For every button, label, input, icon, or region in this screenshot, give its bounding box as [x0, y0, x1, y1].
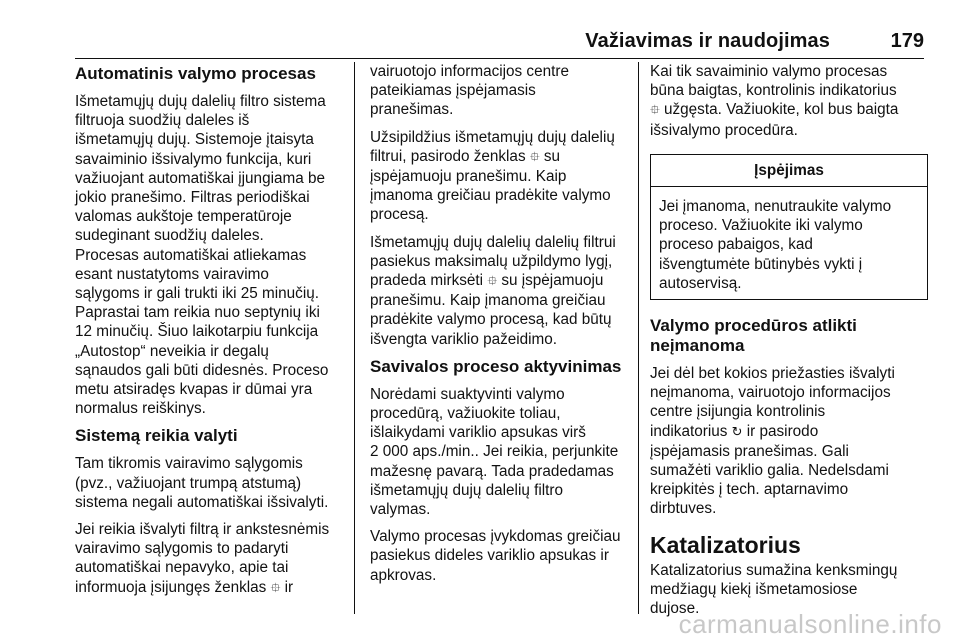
column-divider — [354, 62, 355, 614]
paragraph: Jei reikia išvalyti filtrą ir ankstesnėmis vairavimo sąlygomis to padaryti automatiškai nepavyko, apie tai informuoja įsijungęs ženklas ⯐ ir — [75, 520, 347, 598]
paragraph: Norėdami suaktyvinti valymo procedūrą, važiuokite toliau, išlaikydami variklio apsukas virš 2 000 aps./min.. Jei reikia, perjunkite mažesnę pavarą. Tada pradedamas išmetamųjų dujų dalelių filtro valymas. — [370, 385, 619, 519]
warning-title: Įspėjimas — [651, 155, 927, 187]
section-heading: Valymo procedūros atlikti neįmanoma — [650, 316, 857, 356]
column-1 — [75, 62, 347, 606]
particulate-filter-icon: ⯐ — [487, 274, 498, 290]
paragraph: Užsipildžius išmetamųjų dujų dalelių filtrui, pasirodo ženklas ⯐ su įspėjamuoju pranešimu. Kaip įmanoma greičiau pradėkite valymo procesą. — [370, 128, 615, 224]
paragraph: Tam tikromis vairavimo sąlygomis (pvz., važiuojant trumpą atstumą) sistema negali automatiškai išsivalyti. — [75, 455, 329, 511]
warning-box — [650, 154, 928, 300]
particulate-filter-icon: ⯐ — [529, 149, 540, 165]
paragraph: Jei dėl bet kokios priežasties išvalyti neįmanoma, vairuotojo informacijos centre įsijungia kontrolinis indikatorius ↻ ir pasirodo įspėjamasis pranešimas. Gali sumažėti variklio galia. Nedelsdami kreipkitės į tech. aptarnavimo dirbtuves. — [650, 365, 895, 518]
section-heading: Sistemą reikia valyti — [75, 426, 238, 446]
chapter-heading: Katalizatorius — [650, 531, 801, 558]
column-2 — [370, 62, 638, 593]
header-divider — [75, 58, 924, 59]
column-divider — [638, 62, 639, 614]
warning-text: Jei įmanoma, nenutraukite valymo proceso. Važiuokite iki valymo proceso pabaigos, kad išvengtumėte būtinybės vykti į autoservisą. — [659, 198, 892, 292]
watermark: carmanualsonline.info — [678, 609, 942, 639]
particulate-filter-icon: ⯐ — [650, 103, 660, 119]
engine-service-icon: ↻ — [731, 424, 743, 440]
section-heading: Automatinis valymo procesas — [75, 64, 316, 83]
paragraph: vairuotojo informacijos centre pateikiamas įspėjamasis pranešimas. — [370, 63, 569, 119]
paragraph: Valymo procesas įvykdomas greičiau pasiekus dideles variklio apsukas ir apkrovas. — [370, 528, 621, 584]
paragraph: Katalizatorius sumažina kenksmingų medžiagų kiekį išmetamosiose dujose. — [650, 561, 898, 618]
section-heading: Savivalos proceso aktyvinimas — [370, 356, 622, 376]
particulate-filter-icon: ⯐ — [270, 580, 281, 596]
page-number: 179 — [890, 30, 924, 52]
running-head: Važiavimas ir naudojimas — [585, 30, 830, 52]
paragraph: Išmetamųjų dujų dalelių filtro sistema filtruoja suodžių daleles iš išmetamųjų dujų. Sistemoje įtaisyta savaiminio išsivalymo funkcija, kuri važiuojant automatiškai įjungiama be jokio pranešimo. Filtras periodiškai valomas aukštoje temperatūroje sudeginant suodžių daleles. Procesas automatiškai atliekamas esant nustatytoms vairavimo sąlygoms ir gali trukti iki 25 minučių. Paprastai tam reikia nuo septynių iki 12 minučių. Šiuo laikotarpiu funkcija „Autostop“ neveikia ir degalų sąnaudos gali būti didesnės. Proceso metu atsiradęs kvapas ir dūmai yra normalus reiškinys. — [75, 93, 329, 418]
column-3 — [650, 62, 926, 626]
paragraph: Išmetamųjų dujų dalelių dalelių filtrui pasiekus maksimalų užpildymo lygį, pradeda mirksėti ⯐ su įspėjamuoju pranešimu. Kaip įmanoma greičiau pradėkite valymo procesą, kad būtų išvengta variklio pažeidimo. — [370, 233, 616, 348]
paragraph: Kai tik savaiminio valymo procesas būna baigtas, kontrolinis indikatorius ⯐ užgęsta. Važiuokite, kol bus baigta išsivalymo procedūra. — [650, 63, 899, 139]
